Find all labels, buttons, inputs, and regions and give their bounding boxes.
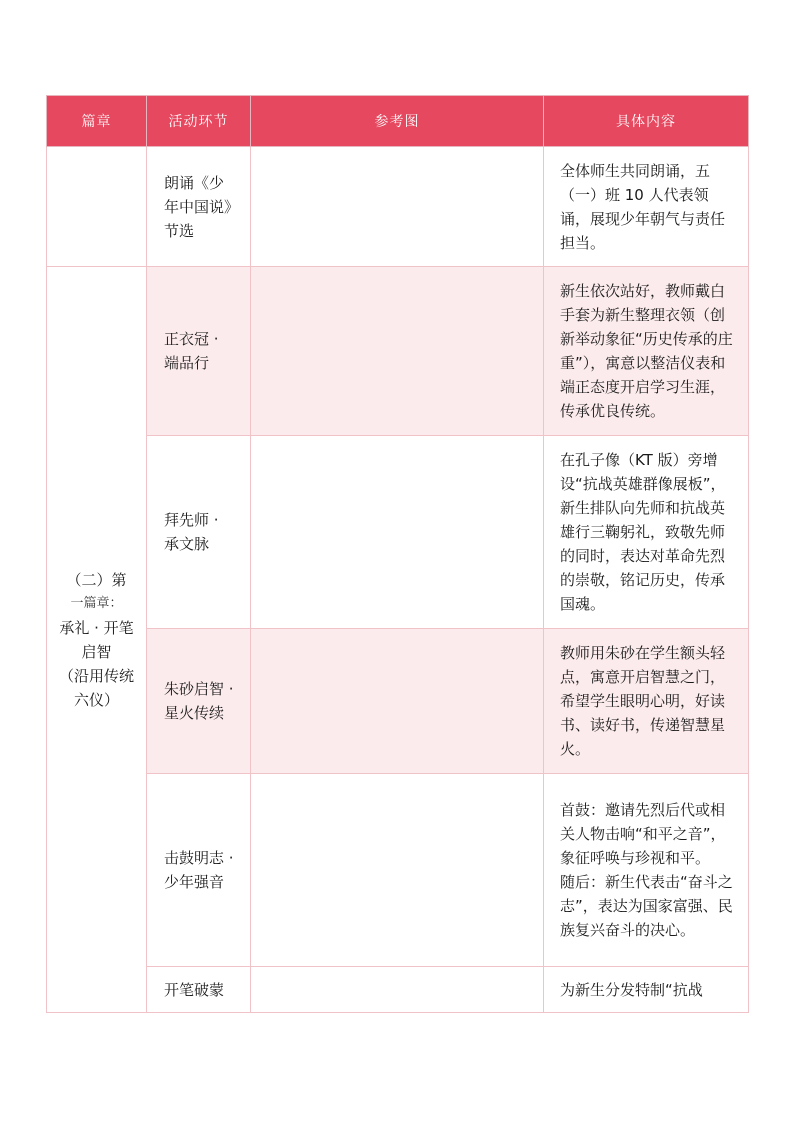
table-row — [47, 436, 749, 629]
activity-cell: 朗诵《少年中国说》节选 — [147, 147, 251, 267]
table-row — [47, 967, 749, 1013]
reference-image-cell — [251, 967, 544, 1013]
content-line: 首鼓：邀请先烈后代或相关人物击响“和平之音”，象征呼唤与珍视和平。 — [560, 801, 726, 867]
reference-image-cell — [251, 629, 544, 774]
activity-cell: 击鼓明志 · 少年强音 — [147, 774, 251, 967]
activity-cell: 正衣冠 · 端品行 — [147, 267, 251, 436]
header-reference-image: 参考图 — [251, 96, 544, 147]
chapter-group-cell — [47, 267, 147, 1013]
reference-image-cell — [251, 267, 544, 436]
table-row — [47, 774, 749, 967]
chapter-prefix: （二）第 — [66, 570, 127, 589]
content-cell — [544, 774, 749, 967]
activity-cell: 拜先师 · 承文脉 — [147, 436, 251, 629]
chapter-note: （沿用传统六仪） — [58, 666, 134, 709]
chapter-sub: 一篇章： — [70, 595, 123, 611]
table-header-row — [47, 96, 749, 147]
table-row — [47, 147, 749, 267]
content-cell: 在孔子像（KT 版）旁增设“抗战英雄群像展板”，新生排队向先师和抗战英雄行三鞠躬礼，致敬先师的同时，表达对革命先烈的崇敬，铭记历史，传承国魂。 — [544, 436, 749, 629]
content-cell: 为新生分发特制“抗战 — [544, 967, 749, 1013]
chapter-cell — [47, 147, 147, 267]
chapter-title: 承礼 · 开笔启智 — [59, 618, 134, 661]
content-cell: 新生依次站好，教师戴白手套为新生整理衣领（创新举动象征“历史传承的庄重”），寓意以整洁仪表和端正态度开启学习生涯，传承优良传统。 — [544, 267, 749, 436]
header-chapter: 篇章 — [47, 96, 147, 147]
activity-cell: 开笔破蒙 — [147, 967, 251, 1013]
table-row — [47, 267, 749, 436]
activity-cell: 朱砂启智 · 星火传续 — [147, 629, 251, 774]
reference-image-cell — [251, 774, 544, 967]
table-row — [47, 629, 749, 774]
reference-image-cell — [251, 147, 544, 267]
reference-image-cell — [251, 436, 544, 629]
content-cell: 教师用朱砂在学生额头轻点，寓意开启智慧之门，希望学生眼明心明，好读书、读好书，传递智慧星火。 — [544, 629, 749, 774]
header-content: 具体内容 — [544, 96, 749, 147]
activity-plan-table — [46, 95, 749, 1013]
header-activity: 活动环节 — [147, 96, 251, 147]
content-cell: 全体师生共同朗诵，五（一）班 10 人代表领诵，展现少年朝气与责任担当。 — [544, 147, 749, 267]
content-line: 随后：新生代表击“奋斗之志”，表达为国家富强、民族复兴奋斗的决心。 — [560, 873, 733, 939]
